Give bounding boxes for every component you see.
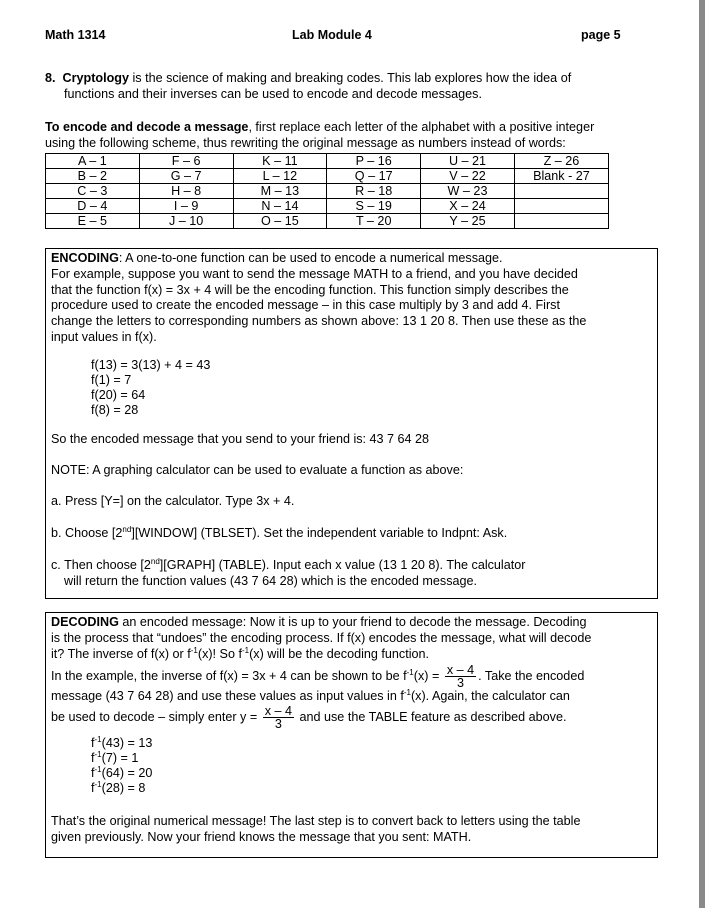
table-cell (514, 199, 608, 214)
text: it? The inverse of f(x) or f (51, 646, 191, 661)
text: be used to decode – simply enter y = (51, 710, 261, 725)
text: procedure used to create the encoded message – in this case multiply by 3 and add 4. First (51, 298, 560, 313)
text: (43) = 13 (101, 736, 153, 751)
sup: -1 (94, 780, 102, 790)
text: (x). Again, the calculator can (410, 689, 570, 704)
table-cell: O – 15 (233, 214, 327, 229)
encoded-result: So the encoded message that you send to your friend is: 43 7 64 28 (51, 431, 430, 446)
text: (7) = 1 (101, 751, 139, 766)
encoding-title: ENCODING (51, 251, 119, 265)
calc-line: f(13) = 3(13) + 4 = 43 (91, 357, 211, 372)
page-edge (699, 0, 705, 908)
intro-text: functions and their inverses can be used to encode and decode messages. (64, 86, 482, 101)
text: given previously. Now your friend knows the message that you sent: MATH. (51, 829, 472, 844)
step-c (51, 558, 652, 574)
table-row (46, 184, 609, 199)
sup: -1 (241, 645, 250, 655)
sup: -1 (94, 735, 102, 745)
calc-line (91, 736, 652, 751)
calc-line (91, 751, 652, 766)
table-cell: R – 18 (327, 184, 421, 199)
text: that the function f(x) = 3x + 4 will be the encoding function. This function simply describes the (51, 282, 569, 297)
table-cell: A – 1 (46, 154, 140, 169)
note: NOTE: A graphing calculator can be used to evaluate a function as above: (51, 462, 464, 477)
step-a: a. Press [Y=] on the calculator. Type 3x + 4. (51, 494, 295, 509)
calc-line (91, 781, 652, 796)
text: input values in f(x). (51, 329, 157, 344)
calc-line: f(20) = 64 (91, 387, 146, 402)
text: f (91, 736, 95, 751)
encode-intro (45, 120, 594, 151)
sup: -1 (94, 765, 102, 775)
calc-line (91, 766, 652, 781)
text: ][GRAPH] (TABLE). Input each x value (13 1 20 8). The calculator (159, 557, 526, 572)
table-cell (514, 214, 608, 229)
text: (28) = 8 (101, 781, 146, 796)
decode-calcs (51, 736, 652, 796)
text: f (91, 781, 95, 796)
sup: nd (150, 556, 160, 566)
table-cell: L – 12 (233, 169, 327, 184)
table-cell: S – 19 (327, 199, 421, 214)
encode-intro-text: using the following scheme, thus rewriting the original message as numbers instead of words: (45, 135, 566, 150)
table-cell: X – 24 (421, 199, 515, 214)
table-cell: N – 14 (233, 199, 327, 214)
text: message (43 7 64 28) and use these values as input values in f (51, 689, 404, 704)
table-cell: U – 21 (421, 154, 515, 169)
text: (64) = 20 (101, 766, 153, 781)
sup: -1 (406, 668, 414, 678)
text: b. Choose [2 (51, 526, 123, 541)
decoding-title: DECODING (51, 615, 119, 629)
encode-intro-text: , first replace each letter of the alphabet with a positive integer (248, 120, 595, 134)
table-cell: P – 16 (327, 154, 421, 169)
text: c. Then choose [2 (51, 557, 151, 572)
table-cell: G – 7 (139, 169, 233, 184)
text: In the example, the inverse of f(x) = 3x + 4 can be shown to be f (51, 669, 407, 684)
table-cell: D – 4 (46, 199, 140, 214)
encode-intro-bold: To encode and decode a message (45, 120, 249, 134)
table-cell: E – 5 (46, 214, 140, 229)
text: an encoded message: Now it is up to your friend to decode the message. Decoding (118, 615, 587, 629)
table-cell: H – 8 (139, 184, 233, 199)
text: change the letters to corresponding numbers as shown above: 13 1 20 8. Then use these as the (51, 314, 587, 329)
text: For example, suppose you want to send the message MATH to a friend, and you have decided (51, 266, 578, 281)
sup: -1 (190, 645, 198, 655)
sup: -1 (94, 750, 102, 760)
table-cell: Blank - 27 (514, 169, 608, 184)
step-b (51, 526, 652, 542)
numerator: x – 4 (446, 663, 475, 678)
text: will return the function values (43 7 64 28) which is the encoded message. (64, 573, 478, 588)
intro-paragraph (45, 71, 571, 102)
table-cell: C – 3 (46, 184, 140, 199)
text: (x) will be the decoding function. (249, 646, 430, 661)
sup: -1 (403, 688, 411, 698)
table-cell: J – 10 (139, 214, 233, 229)
table-cell: Q – 17 (327, 169, 421, 184)
table-cell: T – 20 (327, 214, 421, 229)
calc-line: f(1) = 7 (91, 372, 132, 387)
table-cell: K – 11 (233, 154, 327, 169)
decoding-box (45, 612, 658, 858)
table-cell: Z – 26 (514, 154, 608, 169)
fraction (445, 664, 476, 689)
sup: nd (122, 525, 132, 535)
letter-number-table (45, 153, 609, 229)
table-cell: Y – 25 (421, 214, 515, 229)
text: That’s the original numerical message! The last step is to convert back to letters using the table (51, 814, 581, 829)
text: . Take the encoded (478, 669, 585, 684)
text: f (91, 751, 95, 766)
text: is the process that “undoes” the encoding process. If f(x) encodes the message, what will decode (51, 630, 592, 645)
table-cell: M – 13 (233, 184, 327, 199)
numerator: x – 4 (264, 704, 292, 719)
text: f (91, 766, 95, 781)
text: and use the TABLE feature as described above. (296, 710, 567, 725)
denominator: 3 (274, 717, 282, 732)
course-label: Math 1314 (45, 28, 106, 42)
table-cell: V – 22 (421, 169, 515, 184)
encoding-box (45, 248, 658, 599)
table-row (46, 214, 609, 229)
intro-text: is the science of making and breaking codes. This lab explores how the idea of (128, 71, 572, 85)
denominator: 3 (456, 676, 464, 691)
table-row (46, 154, 609, 169)
text: (x)! So f (197, 646, 242, 661)
question-number: 8. (45, 71, 56, 85)
table-cell: I – 9 (139, 199, 233, 214)
table-cell (514, 184, 608, 199)
page-number: page 5 (581, 28, 621, 42)
fraction (263, 705, 294, 730)
module-label: Lab Module 4 (292, 28, 372, 42)
text: ][WINDOW] (TBLSET). Set the independent variable to Indpnt: Ask. (131, 526, 508, 541)
table-row (46, 169, 609, 184)
calc-line: f(8) = 28 (91, 402, 139, 417)
table-row (46, 199, 609, 214)
text: : A one-to-one function can be used to encode a numerical message. (118, 251, 503, 265)
text: (x) = (413, 669, 443, 684)
table-cell: W – 23 (421, 184, 515, 199)
table-cell: B – 2 (46, 169, 140, 184)
intro-term: Cryptology (62, 71, 129, 85)
table-cell: F – 6 (139, 154, 233, 169)
